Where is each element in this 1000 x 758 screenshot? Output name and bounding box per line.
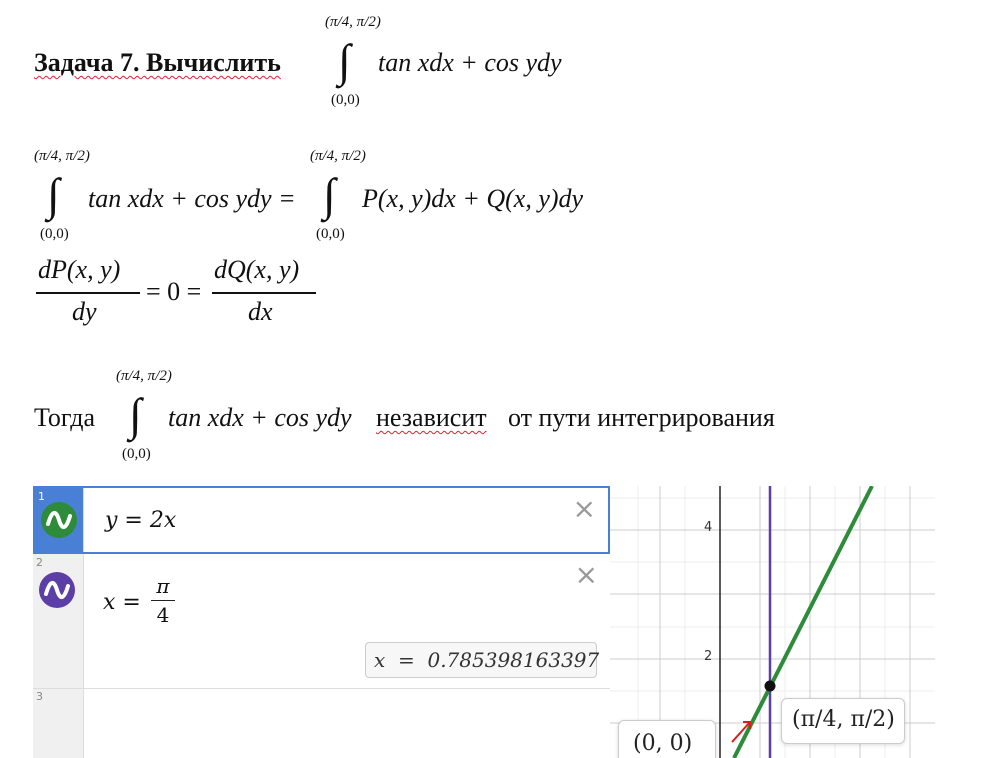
task-integral (325, 6, 385, 110)
intersection-point (765, 681, 776, 692)
eq1-rhs: P(x, y)dx + Q(x, y)dy (362, 184, 584, 213)
fraction-bar (151, 600, 175, 601)
eq2-num2: dQ(x, y) (214, 255, 300, 284)
conclusion-prefix: Тогда (34, 403, 96, 432)
expression-row-1[interactable] (33, 486, 610, 554)
conclusion-word: независит (376, 403, 487, 432)
graph-canvas[interactable] (610, 486, 935, 758)
delete-expression-1-icon[interactable]: × (572, 492, 596, 525)
task-lower-limit: (0,0) (331, 92, 360, 108)
eq2-num1: dP(x, y) (38, 255, 121, 284)
task-title: Задача 7. Вычислить (34, 48, 281, 77)
expression-row-2[interactable] (33, 554, 610, 689)
y-tick-2: 2 (704, 649, 713, 664)
eq2-den2: dx (248, 297, 273, 326)
origin-label-text: (0, 0) (633, 731, 693, 756)
eq1-left-upper: (π/4, π/2) (34, 148, 90, 164)
graph-wave-icon[interactable] (39, 572, 75, 608)
integral-sign: ∫ (338, 35, 351, 86)
expression-2-lhs[interactable]: x = (103, 590, 141, 615)
expression-list (33, 486, 610, 758)
conclusion-integral (116, 362, 176, 466)
eq1-integral-left (34, 142, 94, 246)
eq1-lhs: tan xdx + cos ydy = (88, 184, 296, 213)
eq2-frac2-line (212, 292, 316, 294)
graph-wave-icon[interactable] (41, 502, 77, 538)
row-3-number: 3 (36, 690, 43, 703)
integral-sign: ∫ (129, 389, 142, 440)
integral-sign: ∫ (323, 169, 336, 220)
origin-label[interactable] (618, 720, 716, 758)
task-integrand: tan xdx + cos ydy (378, 48, 562, 77)
eq2-mid: = 0 = (146, 277, 202, 306)
eq1-right-lower: (0,0) (316, 226, 345, 242)
eq1-integral-right (310, 142, 370, 246)
integral-sign: ∫ (47, 169, 60, 220)
point-label-text: (π/4, π/2) (792, 707, 895, 732)
point-label[interactable] (781, 698, 905, 744)
eq1-left-lower: (0,0) (40, 226, 69, 242)
eq2-den1: dy (72, 297, 97, 326)
row-2-number: 2 (36, 556, 43, 569)
expression-1-input[interactable]: y = 2x (105, 508, 177, 533)
delete-expression-2-icon[interactable]: × (574, 558, 598, 591)
expression-2-fraction[interactable] (151, 574, 175, 627)
eq2-frac1-line (36, 292, 140, 294)
conclusion-integrand: tan xdx + cos ydy (168, 403, 352, 432)
fraction-numerator: π (156, 574, 170, 598)
task-upper-limit: (π/4, π/2) (325, 14, 381, 30)
evaluation-value: x = 0.785398163397 (374, 648, 600, 672)
conclusion-upper: (π/4, π/2) (116, 368, 172, 384)
y-tick-4: 4 (704, 520, 713, 535)
fraction-denominator: 4 (156, 603, 170, 627)
conclusion-lower: (0,0) (122, 446, 151, 462)
conclusion-rest: от пути интегрирования (508, 403, 775, 432)
evaluation-box (365, 642, 600, 678)
expression-row-3[interactable] (33, 688, 610, 758)
eq2 (34, 255, 334, 335)
row-1-number: 1 (38, 490, 45, 503)
eq1-right-upper: (π/4, π/2) (310, 148, 366, 164)
